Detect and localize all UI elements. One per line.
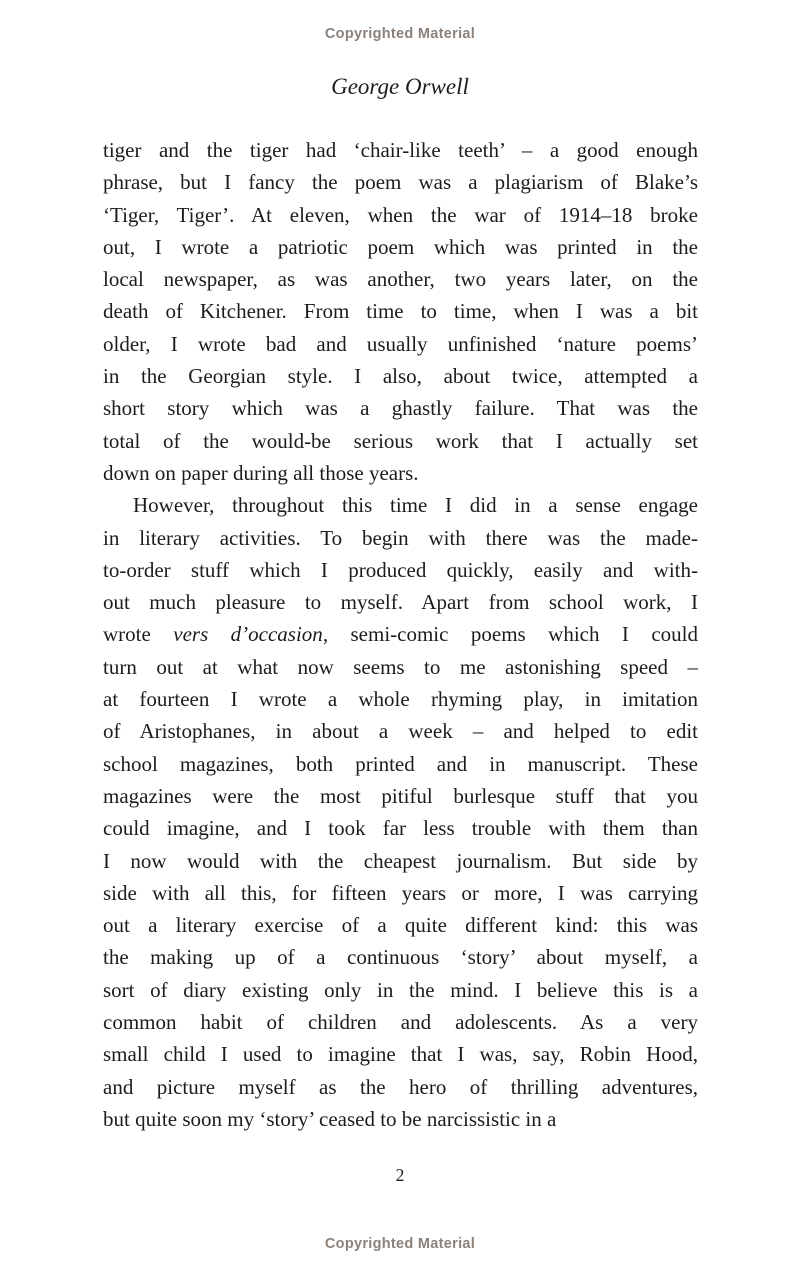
- paragraph: [103, 134, 698, 489]
- text-line: total of the would-be serious work that I actually set: [103, 428, 698, 453]
- copyright-notice-top: Copyrighted Material: [324, 26, 476, 42]
- text-line: [103, 618, 698, 650]
- text-line: could imagine, and I took far less trouble with them than: [103, 816, 698, 841]
- text-line: and picture myself as the hero of thrilling adventures,: [103, 1074, 698, 1099]
- text-line: tiger and the tiger had ‘chair-like teeth’ – a good enough: [103, 138, 698, 162]
- text-line: to-order stuff which I produced quickly, easily and with-: [103, 557, 698, 582]
- paragraph: [103, 489, 698, 1135]
- text-line: out much pleasure to myself. Apart from school work, I: [103, 590, 698, 615]
- text-line: I now would with the cheapest journalism. But side by: [103, 848, 698, 873]
- text-line: small child I used to imagine that I was, say, Robin Hood,: [103, 1042, 698, 1067]
- text-segment: wrote: [103, 622, 174, 647]
- text-line: phrase, but I fancy the poem was a plagiarism of Blake’s: [103, 170, 698, 195]
- text-line: school magazines, both printed and in manuscript. These: [103, 751, 698, 776]
- text-line: ‘Tiger, Tiger’. At eleven, when the war of 1914–18 broke: [103, 202, 698, 227]
- text-line: short story which was a ghastly failure. That was the: [103, 396, 698, 421]
- text-line: side with all this, for fifteen years or more, I was carrying: [103, 880, 698, 905]
- text-line: sort of diary existing only in the mind. I believe this is a: [103, 977, 698, 1002]
- text-line: death of Kitchener. From time to time, when I was a bit: [103, 299, 698, 324]
- text-line: magazines were the most pitiful burlesque stuff that you: [103, 783, 698, 808]
- text-line: common habit of children and adolescents. As a very: [103, 1010, 698, 1035]
- text-line: local newspaper, as was another, two years later, on the: [103, 267, 698, 292]
- text-line: turn out at what now seems to me astonishing speed –: [103, 654, 698, 679]
- text-line: out a literary exercise of a quite different kind: this was: [103, 913, 698, 938]
- running-header-author: George Orwell: [331, 74, 469, 99]
- text-segment: , semi-comic poems which I could: [322, 622, 698, 647]
- text-line: of Aristophanes, in about a week – and helped to edit: [103, 719, 698, 744]
- text-line: out, I wrote a patriotic poem which was printed in the: [103, 234, 698, 259]
- text-line: down on paper during all those years.: [103, 460, 419, 485]
- body-text: [103, 134, 698, 1135]
- text-line: at fourteen I wrote a whole rhyming play, in imitation: [103, 687, 698, 712]
- text-line: However, throughout this time I did in a sense engage: [133, 493, 698, 518]
- italic-phrase: vers d’occasion: [173, 622, 323, 647]
- page-number: 2: [395, 1165, 405, 1185]
- text-line: in the Georgian style. I also, about twice, attempted a: [103, 364, 698, 389]
- text-line: older, I wrote bad and usually unfinished ‘nature poems’: [103, 331, 698, 356]
- text-line: but quite soon my ‘story’ ceased to be narcissistic in a: [103, 1106, 557, 1131]
- text-line: in literary activities. To begin with there was the made-: [103, 525, 698, 550]
- text-line: the making up of a continuous ‘story’ about myself, a: [103, 945, 698, 970]
- copyright-notice-bottom: Copyrighted Material: [324, 1236, 476, 1252]
